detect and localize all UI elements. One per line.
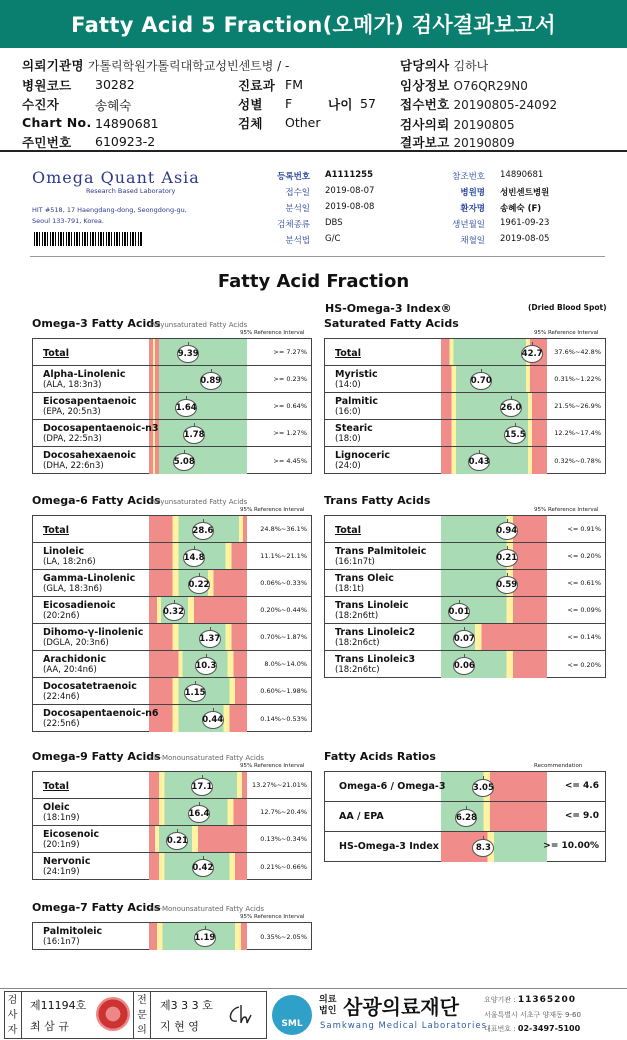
ratios-table xyxy=(324,771,606,862)
value-marker: 26.0 xyxy=(500,399,522,417)
reference-range: 21.5%~26.9% xyxy=(554,402,601,410)
table-row xyxy=(325,420,605,447)
table-row xyxy=(325,339,605,366)
range-bar xyxy=(441,447,547,474)
row-label: Total xyxy=(335,348,361,359)
table-row xyxy=(33,393,311,420)
row-label: AA / EPA xyxy=(339,811,384,822)
value-marker: 17.1 xyxy=(191,778,213,796)
value-marker: 0.06 xyxy=(453,657,475,675)
row-label: Linoleic (LA, 18:2n6) xyxy=(43,546,96,567)
row-label: Trans Linoleic2 (18:2n6ct) xyxy=(335,627,416,648)
reference-range: 11.1%~21.1% xyxy=(260,552,307,560)
reference-range: 0.21%~0.66% xyxy=(260,862,307,871)
range-bar xyxy=(441,393,547,419)
reference-range: 13.27%~21.01% xyxy=(251,781,307,789)
row-label: Docosahexaenoic (DHA, 22:6n3) xyxy=(43,450,137,471)
reference-interval-label: 95% Reference Interval xyxy=(534,330,599,336)
sml-logo: SML xyxy=(272,995,312,1035)
reference-range: >= 0.23% xyxy=(273,375,307,383)
table-row xyxy=(33,678,311,705)
row-label: Trans Oleic (18:1t) xyxy=(335,573,394,594)
omega6-section-title: Omega-6 Fatty Acids xyxy=(32,494,161,507)
table-row xyxy=(33,772,311,799)
row-label: HS-Omega-3 Index xyxy=(339,841,439,852)
reference-range: 0.70%~1.87% xyxy=(260,633,307,641)
value-marker: 15.5 xyxy=(504,426,526,444)
value-marker: 1.37 xyxy=(199,630,221,648)
omega7-section-title: Omega-7 Fatty Acids xyxy=(32,901,161,914)
range-bar xyxy=(149,366,247,392)
value-marker: 28.6 xyxy=(192,522,214,540)
reference-range: <= 4.6 xyxy=(564,781,599,791)
value-marker: 0.42 xyxy=(192,859,214,877)
reference-range: 24.8%~36.1% xyxy=(260,525,307,533)
row-label: Dihomo-γ-linolenic (DGLA, 20:3n6) xyxy=(43,627,144,648)
value-marker: 0.32 xyxy=(163,603,185,621)
value-marker: 0.01 xyxy=(448,603,470,621)
table-row xyxy=(325,570,605,597)
value-marker: 42.7 xyxy=(521,345,543,363)
reference-interval-label: 95% Reference Interval xyxy=(240,330,305,336)
table-row xyxy=(33,570,311,597)
reference-range: >= 7.27% xyxy=(273,348,307,356)
value-marker: 0.22 xyxy=(188,576,210,594)
reference-range: 0.14%~0.53% xyxy=(260,714,307,723)
reference-range: 0.13%~0.34% xyxy=(260,835,307,843)
table-row xyxy=(33,447,311,474)
table-row xyxy=(33,516,311,543)
row-label: Eicosadienoic (20:2n6) xyxy=(43,600,116,621)
reference-range: 12.7%~20.4% xyxy=(260,808,307,816)
trans-table xyxy=(324,515,606,678)
reference-interval-label: 95% Reference Interval xyxy=(534,507,599,513)
reference-range: <= 0.91% xyxy=(567,525,601,533)
value-marker: 8.3 xyxy=(472,839,494,857)
range-bar xyxy=(149,447,247,474)
value-marker: 16.4 xyxy=(188,805,210,823)
table-row xyxy=(325,447,605,474)
signature xyxy=(225,1001,255,1029)
reference-range: <= 0.14% xyxy=(567,633,601,641)
row-label: Palmitic (16:0) xyxy=(335,396,378,417)
value-marker: 10.3 xyxy=(195,657,217,675)
ratios-section-title: Fatty Acids Ratios xyxy=(324,750,436,763)
reference-interval-label: 95% Reference Interval xyxy=(240,763,305,769)
table-row xyxy=(33,826,311,853)
row-label: Alpha-Linolenic (ALA, 18:3n3) xyxy=(43,369,126,390)
reference-range: 0.35%~2.05% xyxy=(260,932,307,941)
table-row xyxy=(325,393,605,420)
value-marker: 0.07 xyxy=(453,630,475,648)
range-bar xyxy=(149,393,247,419)
reference-range: >= 0.64% xyxy=(273,402,307,410)
value-marker: 6.28 xyxy=(455,809,477,827)
omega9-section-subtitle: cis-Monounsaturated Fatty Acids xyxy=(150,754,264,762)
value-marker: 0.89 xyxy=(200,372,222,390)
reference-interval-label: Recommendation xyxy=(534,763,583,769)
reference-range: <= 0.20% xyxy=(567,552,601,560)
official-seal xyxy=(96,997,130,1031)
row-label: Lignoceric (24:0) xyxy=(335,450,391,471)
table-row xyxy=(33,543,311,570)
table-row xyxy=(33,366,311,393)
table-row xyxy=(33,853,311,880)
value-marker: 1.15 xyxy=(184,684,206,702)
row-label: Docosapentaenoic-n3 (DPA, 22:5n3) xyxy=(43,423,159,444)
row-label: Docosapentaenoic-n6 (22:5n6) xyxy=(43,708,159,729)
row-label: Stearic (18:0) xyxy=(335,423,373,444)
reference-range: <= 0.61% xyxy=(567,579,601,587)
saturated-section-title: Saturated Fatty Acids xyxy=(324,317,459,330)
reference-range: 37.6%~42.8% xyxy=(554,348,601,356)
value-marker: 0.44 xyxy=(202,711,224,729)
row-label: Total xyxy=(43,781,69,792)
row-label: Eicosenoic (20:1n9) xyxy=(43,829,100,850)
value-marker: 0.70 xyxy=(470,372,492,390)
value-marker: 1.64 xyxy=(175,399,197,417)
reference-range: 0.06%~0.33% xyxy=(260,579,307,587)
range-bar xyxy=(149,826,247,852)
table-row xyxy=(325,832,605,862)
reference-range: <= 0.20% xyxy=(567,660,601,669)
index-title: HS-Omega-3 Index® xyxy=(325,302,452,315)
row-label: Total xyxy=(43,525,69,536)
row-label: Gamma-Linolenic (GLA, 18:3n6) xyxy=(43,573,136,594)
table-row xyxy=(325,366,605,393)
reference-interval-label: 95% Reference Interval xyxy=(240,914,305,920)
table-row xyxy=(33,923,311,950)
range-bar xyxy=(441,543,547,569)
value-marker: 0.21 xyxy=(496,549,518,567)
table-row xyxy=(325,597,605,624)
row-label: Trans Linoleic (18:2n6tt) xyxy=(335,600,409,621)
row-label: Palmitoleic (16:1n7) xyxy=(43,926,103,947)
range-bar xyxy=(149,705,247,732)
divider xyxy=(0,150,627,152)
saturated-table xyxy=(324,338,606,474)
value-marker: 1.78 xyxy=(183,426,205,444)
row-label: Myristic (14:0) xyxy=(335,369,378,390)
omega7-section-subtitle: cis-Monounsaturated Fatty Acids xyxy=(150,905,264,913)
table-row xyxy=(325,516,605,543)
reference-range: >= 4.45% xyxy=(273,456,307,465)
barcode xyxy=(34,232,142,246)
reference-range: 0.31%~1.22% xyxy=(554,375,601,383)
omega9-section-title: Omega-9 Fatty Acids xyxy=(32,750,161,763)
row-label: Oleic (18:1n9) xyxy=(43,802,80,823)
range-bar xyxy=(441,516,547,542)
reference-interval-label: 95% Reference Interval xyxy=(240,507,305,513)
row-label: Total xyxy=(43,348,69,359)
table-row xyxy=(33,651,311,678)
range-bar xyxy=(149,624,247,650)
row-label: Eicosapentaenoic (EPA, 20:5n3) xyxy=(43,396,137,417)
reference-range: 12.2%~17.4% xyxy=(554,429,601,437)
range-bar xyxy=(441,366,547,392)
row-label: Trans Linoleic3 (18:2n6tc) xyxy=(335,654,416,675)
row-label: Omega-6 / Omega-3 xyxy=(339,781,446,792)
row-label: Arachidonic (AA, 20:4n6) xyxy=(43,654,107,675)
table-row xyxy=(325,772,605,802)
value-marker: 0.21 xyxy=(166,832,188,850)
value-marker: 9.39 xyxy=(177,345,199,363)
reference-range: 0.20%~0.44% xyxy=(260,606,307,614)
table-row xyxy=(33,597,311,624)
table-row xyxy=(325,802,605,832)
omega6-section-subtitle: Polyunsaturated Fatty Acids xyxy=(150,498,248,506)
reference-range: >= 1.27% xyxy=(273,429,307,437)
reference-range: 8.0%~14.0% xyxy=(264,660,307,668)
value-marker: 14.8 xyxy=(183,549,205,567)
omega6-table xyxy=(32,515,312,732)
org-name: 삼광의료재단 xyxy=(343,995,459,1019)
table-row xyxy=(325,651,605,678)
trans-section-title: Trans Fatty Acids xyxy=(324,494,431,507)
value-marker: 3.05 xyxy=(472,779,494,797)
reference-range: <= 0.09% xyxy=(567,606,601,614)
fraction-title: Fatty Acid Fraction xyxy=(217,271,410,292)
range-bar xyxy=(441,772,547,801)
table-row xyxy=(33,624,311,651)
reference-range: 0.60%~1.98% xyxy=(260,687,307,695)
range-bar xyxy=(441,420,547,446)
row-label: Trans Palmitoleic (16:1n7t) xyxy=(335,546,427,567)
omega7-table xyxy=(32,922,312,950)
value-marker: 1.19 xyxy=(194,929,216,947)
lab-logo: Omega Quant Asia xyxy=(32,168,200,187)
value-marker: 0.94 xyxy=(496,522,518,540)
value-marker: 0.59 xyxy=(496,576,518,594)
institution-row: 의뢰기관명 가톨릭학원가톨릭대학교성빈센트병 / - xyxy=(22,58,290,73)
report-title: Fatty Acid 5 Fraction(오메가) 검사결과보고서 xyxy=(0,0,627,48)
row-label: Docosatetraenoic (22:4n6) xyxy=(43,681,137,702)
range-bar xyxy=(441,570,547,596)
omega3-table xyxy=(32,338,312,474)
row-label: Nervonic (24:1n9) xyxy=(43,856,91,877)
footer: 검 사 자 제11194호 최 삼 규 전 문 의 제3 3 3 호 지 현 영 SML 의료 법인 삼광의료재단 Samkwang Medical Laboratories 요양기관 : 11365200 서울특별시 서초구 양재동 9-60 대표번호 : 02-3497-5100 xyxy=(0,988,627,1040)
reference-range: 0.32%~0.78% xyxy=(554,456,601,465)
table-row xyxy=(325,624,605,651)
reference-range: <= 9.0 xyxy=(564,811,599,821)
table-row xyxy=(33,420,311,447)
omega3-section-title: Omega-3 Fatty Acids xyxy=(32,317,161,330)
value-marker: 0.43 xyxy=(468,453,490,471)
table-row xyxy=(33,799,311,826)
omega3-section-subtitle: Polyunsaturated Fatty Acids xyxy=(150,321,248,329)
row-label: Total xyxy=(335,525,361,536)
table-row xyxy=(325,543,605,570)
table-row xyxy=(33,705,311,732)
value-marker: 5.08 xyxy=(173,453,195,471)
reference-range: >= 10.00% xyxy=(543,841,599,851)
omega9-table xyxy=(32,771,312,880)
table-row xyxy=(33,339,311,366)
